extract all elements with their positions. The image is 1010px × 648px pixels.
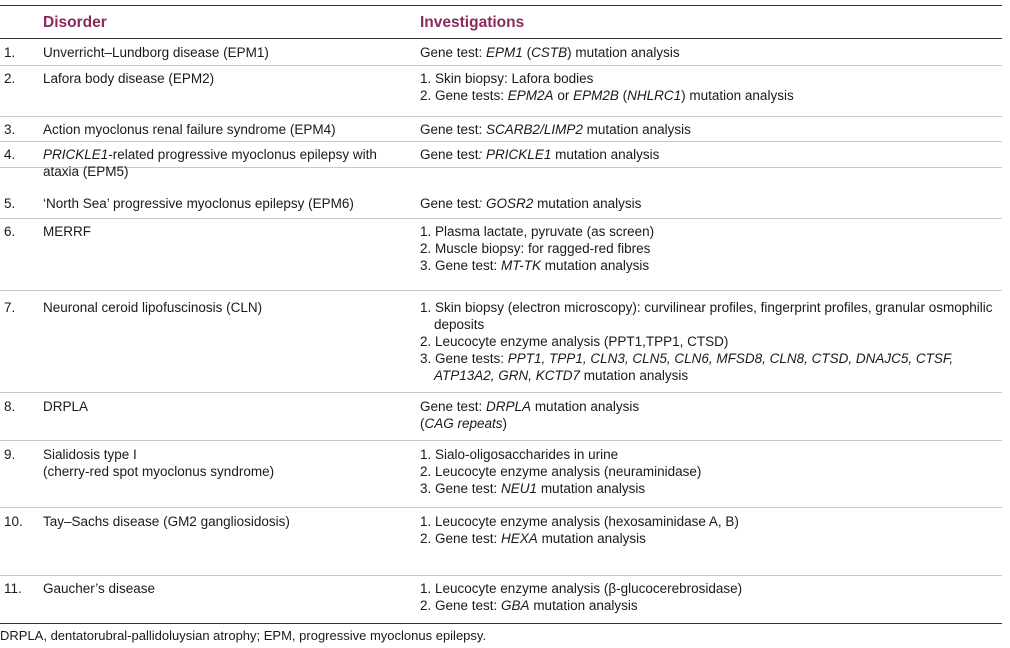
- investigation-line: [420, 398, 1000, 415]
- table-bottom-rule: [0, 623, 1002, 624]
- investigation-line: [420, 333, 1000, 350]
- text-run: ) mutation analysis: [567, 45, 680, 60]
- text-run: ‘North Sea’ progressive myoclonus epilepsy (EPM6): [43, 196, 354, 211]
- investigations-cell: [420, 70, 1000, 104]
- row-number: 10.: [4, 514, 23, 529]
- text-run: 2. Gene tests:: [420, 88, 508, 103]
- row-number: 8.: [4, 399, 16, 414]
- text-run: 1. Leucocyte enzyme analysis (β-glucocerebrosidase): [420, 581, 743, 596]
- text-run: Gene test:: [420, 122, 487, 137]
- row-number: 7.: [4, 300, 16, 315]
- text-run: 2. Leucocyte enzyme analysis (neuraminidase): [420, 464, 702, 479]
- text-run: Gene test: [420, 196, 479, 211]
- text-run: 3. Gene tests:: [420, 351, 508, 366]
- text-run: mutation analysis: [533, 196, 642, 211]
- row-separator: [0, 507, 1002, 508]
- disorder-cell: [43, 223, 403, 240]
- investigation-line: [420, 195, 1000, 212]
- disorder-cell: [43, 580, 403, 597]
- text-run: mutation analysis: [537, 531, 646, 546]
- row-separator: [0, 218, 1002, 219]
- investigation-line: [420, 480, 1000, 497]
- row-number: 1.: [4, 45, 16, 60]
- text-run: Gene test:: [420, 399, 487, 414]
- italic-text: EPM2B: [573, 88, 619, 103]
- italic-text: NEU1: [501, 481, 538, 496]
- investigation-line: [420, 44, 1000, 61]
- text-run: (: [618, 88, 628, 103]
- italic-text: CSTB: [531, 45, 568, 60]
- investigation-line: [420, 415, 1000, 432]
- italic-text: PRICKLE1: [43, 147, 109, 162]
- text-run: Action myoclonus renal failure syndrome (EPM4): [43, 122, 336, 137]
- row-separator: [0, 392, 1002, 393]
- italic-text: PPT1, TPP1, CLN3, CLN5, CLN6, MFSD8, CLN8, CTSD, DNAJC5, CTSF, ATP13A2, GRN, KCTD7: [434, 351, 954, 383]
- text-run: MERRF: [43, 224, 91, 239]
- row-number: 9.: [4, 447, 16, 462]
- text-run: ): [502, 416, 508, 431]
- investigations-cell: [420, 121, 1000, 138]
- investigation-line: [420, 446, 1000, 463]
- investigation-line: [420, 240, 1000, 257]
- row-number: 3.: [4, 122, 16, 137]
- investigations-cell: [420, 398, 1000, 432]
- table-top-rule: [0, 5, 1002, 6]
- investigation-line: [420, 513, 1000, 530]
- text-run: Neuronal ceroid lipofuscinosis (CLN): [43, 300, 263, 315]
- text-run: 2. Gene test:: [420, 598, 502, 613]
- disorder-cell: [43, 195, 403, 212]
- text-run: mutation analysis: [537, 481, 646, 496]
- text-run: 2. Gene test:: [420, 531, 502, 546]
- disorder-cell: [43, 446, 403, 480]
- disorder-cell: [43, 121, 403, 138]
- investigation-line: [420, 350, 1000, 384]
- text-run: or: [553, 88, 574, 103]
- investigations-cell: [420, 446, 1000, 497]
- investigations-cell: [420, 513, 1000, 547]
- disorder-cell: [43, 70, 403, 87]
- text-run: 2. Leucocyte enzyme analysis (PPT1,TPP1, CTSD): [420, 334, 729, 349]
- text-run: 1. Leucocyte enzyme analysis (hexosaminidase A, B): [420, 514, 739, 529]
- text-run: Sialidosis type I: [43, 447, 137, 462]
- text-run: 3. Gene test:: [420, 481, 502, 496]
- text-run: Lafora body disease (EPM2): [43, 71, 215, 86]
- text-run: mutation analysis: [531, 399, 640, 414]
- investigation-line: [420, 146, 1000, 163]
- text-run: -related progressive myoclonus epilepsy with ataxia (EPM5): [43, 147, 377, 179]
- header-disorder: Disorder: [43, 14, 107, 31]
- investigations-cell: [420, 44, 1000, 61]
- text-run: 1. Skin biopsy: Lafora bodies: [420, 71, 594, 86]
- row-separator: [0, 575, 1002, 576]
- investigation-line: [420, 87, 1000, 104]
- italic-text: : GOSR2: [478, 196, 534, 211]
- text-run: mutation analysis: [551, 147, 660, 162]
- row-separator: [0, 116, 1002, 117]
- text-run: Tay–Sachs disease (GM2 gangliosidosis): [43, 514, 290, 529]
- investigation-line: [420, 530, 1000, 547]
- italic-text: MT-TK: [501, 258, 542, 273]
- row-separator: [0, 141, 1002, 142]
- text-run: Gaucher’s disease: [43, 581, 156, 596]
- investigation-line: [420, 580, 1000, 597]
- text-run: 1. Sialo-oligosaccharides in urine: [420, 447, 619, 462]
- text-run: (cherry-red spot myoclonus syndrome): [43, 464, 275, 479]
- disorder-cell: [43, 299, 403, 316]
- row-number: 11.: [4, 581, 22, 596]
- italic-text: EPM2A: [507, 88, 554, 103]
- row-number: 5.: [4, 196, 16, 211]
- text-run: 1. Plasma lactate, pyruvate (as screen): [420, 224, 655, 239]
- text-run: Gene test:: [420, 45, 487, 60]
- text-run: Gene test: [420, 147, 479, 162]
- row-number: 2.: [4, 71, 16, 86]
- row-separator: [0, 440, 1002, 441]
- investigations-cell: [420, 146, 1000, 163]
- header-rule: [0, 38, 1002, 39]
- investigation-line: [420, 299, 1000, 333]
- row-separator: [0, 65, 1002, 66]
- text-run: DRPLA: [43, 399, 89, 414]
- disorder-cell: [43, 513, 403, 530]
- italic-text: SCARB2/LIMP2: [486, 122, 583, 137]
- text-run: (: [522, 45, 532, 60]
- disorder-cell: [43, 398, 403, 415]
- italic-text: DRPLA: [486, 399, 532, 414]
- investigation-line: [420, 257, 1000, 274]
- investigation-line: [420, 70, 1000, 87]
- investigations-cell: [420, 223, 1000, 274]
- italic-text: : PRICKLE1: [478, 147, 552, 162]
- row-number: 4.: [4, 147, 16, 162]
- text-run: 3. Gene test:: [420, 258, 502, 273]
- italic-text: NHLRC1: [627, 88, 682, 103]
- investigations-cell: [420, 299, 1000, 384]
- italic-text: EPM1: [486, 45, 523, 60]
- investigation-line: [420, 223, 1000, 240]
- row-number: 6.: [4, 224, 16, 239]
- disorder-cell: [43, 44, 403, 61]
- disorder-cell: [43, 146, 403, 180]
- text-run: 1. Skin biopsy (electron microscopy): curvilinear profiles, fingerprint profiles, granular osmophilic deposits: [420, 300, 993, 332]
- row-separator: [0, 290, 1002, 291]
- investigation-line: [420, 597, 1000, 614]
- investigation-line: [420, 121, 1000, 138]
- text-run: ) mutation analysis: [681, 88, 794, 103]
- text-run: (: [420, 416, 425, 431]
- text-run: mutation analysis: [580, 368, 689, 383]
- header-investigations: Investigations: [420, 14, 525, 31]
- text-run: mutation analysis: [529, 598, 638, 613]
- italic-text: GBA: [501, 598, 530, 613]
- italic-text: CAG repeats: [424, 416, 503, 431]
- investigation-line: [420, 463, 1000, 480]
- investigations-cell: [420, 195, 1000, 212]
- text-run: 2. Muscle biopsy: for ragged-red fibres: [420, 241, 651, 256]
- text-run: Unverricht–Lundborg disease (EPM1): [43, 45, 269, 60]
- text-run: mutation analysis: [541, 258, 650, 273]
- text-run: mutation analysis: [582, 122, 691, 137]
- table-footnote: DRPLA, dentatorubral-pallidoluysian atrophy; EPM, progressive myoclonus epilepsy.: [0, 628, 487, 643]
- italic-text: HEXA: [501, 531, 538, 546]
- investigations-cell: [420, 580, 1000, 614]
